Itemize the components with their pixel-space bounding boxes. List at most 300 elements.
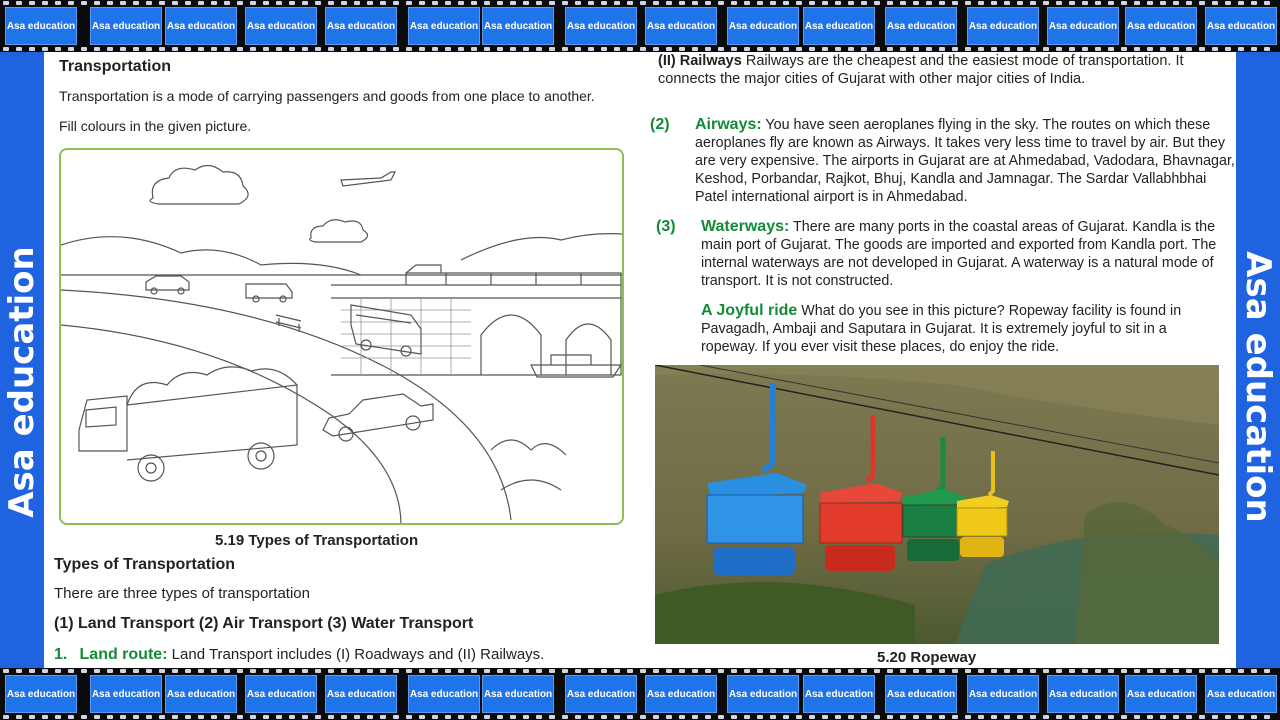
perforation-hole — [302, 669, 308, 673]
perforation-hole — [1238, 1, 1244, 5]
perforation-hole — [328, 47, 334, 51]
perforation-hole — [68, 715, 74, 719]
perforation-hole — [172, 47, 178, 51]
film-perforations — [0, 47, 1280, 51]
perforation-hole — [341, 47, 347, 51]
perforation-hole — [406, 1, 412, 5]
perforation-hole — [809, 47, 815, 51]
perforation-hole — [1264, 1, 1270, 5]
perforation-hole — [29, 669, 35, 673]
perforation-hole — [744, 669, 750, 673]
perforation-hole — [289, 1, 295, 5]
perforation-hole — [367, 715, 373, 719]
perforation-hole — [861, 47, 867, 51]
perforation-hole — [133, 715, 139, 719]
perforation-hole — [198, 1, 204, 5]
perforation-hole — [94, 1, 100, 5]
perforation-hole — [471, 1, 477, 5]
perforation-hole — [1225, 47, 1231, 51]
perforation-hole — [562, 47, 568, 51]
perforation-hole — [705, 47, 711, 51]
perforation-hole — [68, 47, 74, 51]
perforation-hole — [588, 669, 594, 673]
perforation-hole — [796, 47, 802, 51]
perforation-hole — [926, 715, 932, 719]
perforation-hole — [562, 1, 568, 5]
perforation-hole — [159, 1, 165, 5]
perforation-hole — [1225, 669, 1231, 673]
perforation-hole — [861, 669, 867, 673]
perforation-hole — [1043, 669, 1049, 673]
perforation-hole — [1147, 47, 1153, 51]
waterways-paragraph — [656, 218, 1230, 290]
perforation-hole — [55, 669, 61, 673]
perforation-hole — [679, 47, 685, 51]
perforation-hole — [1056, 47, 1062, 51]
perforation-hole — [913, 715, 919, 719]
perforation-hole — [1212, 47, 1218, 51]
airways-paragraph — [650, 116, 1236, 206]
perforation-hole — [1186, 715, 1192, 719]
transport-line-drawing — [61, 150, 622, 523]
perforation-hole — [653, 1, 659, 5]
perforation-hole — [1251, 47, 1257, 51]
perforation-hole — [861, 1, 867, 5]
watermark-frame: Asa education — [1047, 675, 1119, 713]
perforation-hole — [1264, 669, 1270, 673]
perforation-hole — [1043, 47, 1049, 51]
perforation-hole — [965, 1, 971, 5]
watermark-frame: Asa education — [408, 675, 480, 713]
photo-caption: 5.20 Ropeway — [877, 649, 977, 666]
perforation-hole — [81, 47, 87, 51]
perforation-hole — [718, 715, 724, 719]
perforation-hole — [16, 669, 22, 673]
perforation-hole — [393, 715, 399, 719]
perforation-hole — [1147, 669, 1153, 673]
film-perforations — [0, 1, 1280, 5]
perforation-hole — [29, 1, 35, 5]
watermark-frame: Asa education — [727, 675, 799, 713]
perforation-hole — [367, 1, 373, 5]
perforation-hole — [328, 669, 334, 673]
textbook-page — [44, 52, 1236, 668]
perforation-hole — [978, 47, 984, 51]
perforation-hole — [1108, 1, 1114, 5]
types-intro: There are three types of transportation — [54, 585, 310, 602]
perforation-hole — [133, 669, 139, 673]
perforation-hole — [1212, 1, 1218, 5]
perforation-hole — [458, 669, 464, 673]
perforation-hole — [484, 1, 490, 5]
perforation-hole — [1095, 1, 1101, 5]
perforation-hole — [1108, 669, 1114, 673]
perforation-hole — [809, 1, 815, 5]
perforation-hole — [640, 669, 646, 673]
watermark-frame: Asa education — [165, 7, 237, 45]
perforation-hole — [1238, 715, 1244, 719]
perforation-hole — [445, 669, 451, 673]
film-perforations — [0, 669, 1280, 673]
perforation-hole — [926, 47, 932, 51]
perforation-hole — [120, 669, 126, 673]
perforation-hole — [874, 47, 880, 51]
perforation-hole — [562, 669, 568, 673]
perforation-hole — [198, 715, 204, 719]
perforation-hole — [770, 47, 776, 51]
perforation-hole — [614, 669, 620, 673]
perforation-hole — [510, 715, 516, 719]
perforation-hole — [263, 715, 269, 719]
perforation-hole — [731, 715, 737, 719]
figure-caption: 5.19 Types of Transportation — [215, 532, 419, 549]
airways-number: (2) — [650, 116, 670, 133]
perforation-hole — [107, 669, 113, 673]
perforation-hole — [1082, 715, 1088, 719]
perforation-hole — [354, 715, 360, 719]
perforation-hole — [614, 1, 620, 5]
watermark-frame: Asa education — [645, 7, 717, 45]
perforation-hole — [978, 1, 984, 5]
perforation-hole — [42, 1, 48, 5]
perforation-hole — [757, 669, 763, 673]
perforation-hole — [445, 47, 451, 51]
perforation-hole — [107, 47, 113, 51]
perforation-hole — [1173, 1, 1179, 5]
perforation-hole — [1069, 715, 1075, 719]
perforation-hole — [926, 669, 932, 673]
perforation-hole — [549, 1, 555, 5]
perforation-hole — [757, 1, 763, 5]
perforation-hole — [523, 715, 529, 719]
watermark-frame: Asa education — [727, 7, 799, 45]
perforation-hole — [835, 47, 841, 51]
perforation-hole — [887, 47, 893, 51]
perforation-hole — [1017, 669, 1023, 673]
perforation-hole — [653, 715, 659, 719]
perforation-hole — [1030, 1, 1036, 5]
perforation-hole — [1056, 715, 1062, 719]
watermark-frame: Asa education — [967, 675, 1039, 713]
perforation-hole — [1056, 669, 1062, 673]
perforation-hole — [848, 47, 854, 51]
watermark-text: Asa education — [2, 246, 42, 518]
perforation-hole — [575, 715, 581, 719]
perforation-hole — [562, 715, 568, 719]
perforation-hole — [536, 669, 542, 673]
watermark-frame: Asa education — [1205, 7, 1277, 45]
perforation-hole — [757, 47, 763, 51]
perforation-hole — [627, 669, 633, 673]
perforation-hole — [913, 1, 919, 5]
perforation-hole — [120, 47, 126, 51]
perforation-hole — [94, 715, 100, 719]
perforation-hole — [1251, 669, 1257, 673]
perforation-hole — [588, 715, 594, 719]
perforation-hole — [406, 715, 412, 719]
perforation-hole — [939, 47, 945, 51]
perforation-hole — [1238, 47, 1244, 51]
railways-title: (II) Railways — [658, 53, 742, 69]
perforation-hole — [549, 669, 555, 673]
perforation-hole — [1017, 1, 1023, 5]
perforation-hole — [861, 715, 867, 719]
ropeway-photo — [655, 365, 1219, 644]
perforation-hole — [900, 715, 906, 719]
perforation-hole — [224, 669, 230, 673]
perforation-hole — [146, 47, 152, 51]
joyful-ride-paragraph — [701, 302, 1227, 356]
perforation-hole — [497, 715, 503, 719]
perforation-hole — [718, 1, 724, 5]
perforation-hole — [731, 1, 737, 5]
watermark-frame: Asa education — [5, 7, 77, 45]
perforation-hole — [965, 669, 971, 673]
perforation-hole — [458, 715, 464, 719]
perforation-hole — [913, 47, 919, 51]
perforation-hole — [1173, 669, 1179, 673]
perforation-hole — [185, 715, 191, 719]
perforation-hole — [380, 47, 386, 51]
perforation-hole — [237, 669, 243, 673]
joyful-ride-title: A Joyful ride — [701, 302, 798, 319]
perforation-hole — [991, 1, 997, 5]
perforation-hole — [783, 1, 789, 5]
perforation-hole — [3, 715, 9, 719]
perforation-hole — [783, 669, 789, 673]
perforation-hole — [159, 715, 165, 719]
perforation-hole — [1004, 47, 1010, 51]
perforation-hole — [315, 47, 321, 51]
perforation-hole — [55, 715, 61, 719]
perforation-hole — [107, 1, 113, 5]
watermark-frame: Asa education — [565, 675, 637, 713]
perforation-hole — [263, 1, 269, 5]
perforation-hole — [978, 669, 984, 673]
perforation-hole — [1160, 47, 1166, 51]
perforation-hole — [1095, 715, 1101, 719]
perforation-hole — [16, 47, 22, 51]
watermark-frame: Asa education — [885, 675, 957, 713]
perforation-hole — [588, 47, 594, 51]
perforation-hole — [172, 669, 178, 673]
perforation-hole — [874, 1, 880, 5]
perforation-hole — [1108, 715, 1114, 719]
perforation-hole — [159, 669, 165, 673]
land-route-number: 1. — [54, 646, 68, 663]
perforation-hole — [432, 1, 438, 5]
perforation-hole — [874, 669, 880, 673]
perforation-hole — [666, 715, 672, 719]
perforation-hole — [172, 1, 178, 5]
right-watermark-banner — [1236, 52, 1280, 668]
perforation-hole — [783, 715, 789, 719]
perforation-hole — [29, 715, 35, 719]
perforation-hole — [614, 715, 620, 719]
perforation-hole — [653, 669, 659, 673]
perforation-hole — [640, 715, 646, 719]
perforation-hole — [42, 715, 48, 719]
perforation-hole — [172, 715, 178, 719]
perforation-hole — [536, 715, 542, 719]
intro-text: Transportation is a mode of carrying passengers and goods from one place to another. — [59, 88, 595, 104]
perforation-hole — [315, 715, 321, 719]
perforation-hole — [510, 669, 516, 673]
perforation-hole — [1199, 715, 1205, 719]
perforation-hole — [1173, 47, 1179, 51]
perforation-hole — [601, 47, 607, 51]
perforation-hole — [497, 669, 503, 673]
perforation-hole — [835, 1, 841, 5]
perforation-hole — [432, 47, 438, 51]
perforation-hole — [666, 47, 672, 51]
perforation-hole — [887, 669, 893, 673]
perforation-hole — [900, 1, 906, 5]
perforation-hole — [679, 715, 685, 719]
perforation-hole — [42, 669, 48, 673]
perforation-hole — [666, 669, 672, 673]
perforation-hole — [276, 1, 282, 5]
perforation-hole — [640, 1, 646, 5]
perforation-hole — [107, 715, 113, 719]
perforation-hole — [380, 669, 386, 673]
perforation-hole — [705, 669, 711, 673]
perforation-hole — [55, 47, 61, 51]
perforation-hole — [1251, 715, 1257, 719]
perforation-hole — [81, 669, 87, 673]
perforation-hole — [159, 47, 165, 51]
perforation-hole — [991, 47, 997, 51]
perforation-hole — [809, 715, 815, 719]
perforation-hole — [809, 669, 815, 673]
watermark-frame: Asa education — [245, 7, 317, 45]
instruction-text: Fill colours in the given picture. — [59, 118, 252, 134]
perforation-hole — [211, 715, 217, 719]
perforation-hole — [575, 47, 581, 51]
perforation-hole — [523, 1, 529, 5]
perforation-hole — [276, 47, 282, 51]
perforation-hole — [211, 669, 217, 673]
perforation-hole — [185, 47, 191, 51]
perforation-hole — [1082, 1, 1088, 5]
perforation-hole — [237, 1, 243, 5]
perforation-hole — [406, 47, 412, 51]
perforation-hole — [55, 1, 61, 5]
perforation-hole — [1160, 715, 1166, 719]
perforation-hole — [289, 669, 295, 673]
perforation-hole — [250, 47, 256, 51]
perforation-hole — [341, 669, 347, 673]
perforation-hole — [354, 669, 360, 673]
perforation-hole — [315, 1, 321, 5]
types-heading: Types of Transportation — [54, 556, 236, 573]
perforation-hole — [146, 669, 152, 673]
perforation-hole — [718, 669, 724, 673]
perforation-hole — [1186, 669, 1192, 673]
watermark-frame: Asa education — [165, 675, 237, 713]
perforation-hole — [1121, 715, 1127, 719]
perforation-hole — [900, 47, 906, 51]
watermark-frame: Asa education — [1125, 675, 1197, 713]
airways-title: Airways: — [695, 116, 762, 133]
perforation-hole — [1199, 1, 1205, 5]
perforation-hole — [185, 1, 191, 5]
perforation-hole — [1030, 715, 1036, 719]
section-heading: Transportation — [59, 58, 172, 75]
perforation-hole — [796, 669, 802, 673]
perforation-hole — [848, 1, 854, 5]
perforation-hole — [497, 1, 503, 5]
perforation-hole — [1147, 1, 1153, 5]
perforation-hole — [1225, 1, 1231, 5]
perforation-hole — [263, 47, 269, 51]
perforation-hole — [302, 47, 308, 51]
perforation-hole — [16, 1, 22, 5]
perforation-hole — [354, 47, 360, 51]
perforation-hole — [250, 669, 256, 673]
perforation-hole — [224, 715, 230, 719]
perforation-hole — [1056, 1, 1062, 5]
watermark-frame: Asa education — [885, 7, 957, 45]
perforation-hole — [1121, 669, 1127, 673]
perforation-hole — [1212, 669, 1218, 673]
perforation-hole — [1121, 47, 1127, 51]
perforation-hole — [250, 1, 256, 5]
perforation-hole — [1134, 1, 1140, 5]
perforation-hole — [341, 1, 347, 5]
perforation-hole — [1225, 715, 1231, 719]
perforation-hole — [211, 47, 217, 51]
perforation-hole — [1134, 47, 1140, 51]
perforation-hole — [575, 669, 581, 673]
film-perforations — [0, 715, 1280, 719]
perforation-hole — [731, 669, 737, 673]
perforation-hole — [497, 47, 503, 51]
perforation-hole — [380, 715, 386, 719]
perforation-hole — [640, 47, 646, 51]
perforation-hole — [926, 1, 932, 5]
perforation-hole — [939, 715, 945, 719]
perforation-hole — [250, 715, 256, 719]
perforation-hole — [1199, 47, 1205, 51]
perforation-hole — [887, 715, 893, 719]
watermark-frame: Asa education — [408, 7, 480, 45]
perforation-hole — [1069, 1, 1075, 5]
perforation-hole — [419, 669, 425, 673]
perforation-hole — [1199, 669, 1205, 673]
waterways-title: Waterways: — [701, 218, 790, 235]
perforation-hole — [1186, 47, 1192, 51]
perforation-hole — [952, 669, 958, 673]
perforation-hole — [887, 1, 893, 5]
perforation-hole — [627, 1, 633, 5]
perforation-hole — [848, 715, 854, 719]
perforation-hole — [679, 669, 685, 673]
perforation-hole — [380, 1, 386, 5]
perforation-hole — [1238, 669, 1244, 673]
perforation-hole — [1017, 715, 1023, 719]
types-list: (1) Land Transport (2) Air Transport (3) Water Transport — [54, 615, 474, 632]
perforation-hole — [393, 1, 399, 5]
railways-paragraph — [658, 52, 1236, 88]
perforation-hole — [835, 669, 841, 673]
perforation-hole — [1095, 47, 1101, 51]
perforation-hole — [1173, 715, 1179, 719]
watermark-frame: Asa education — [1205, 675, 1277, 713]
perforation-hole — [523, 47, 529, 51]
perforation-hole — [419, 715, 425, 719]
perforation-hole — [731, 47, 737, 51]
